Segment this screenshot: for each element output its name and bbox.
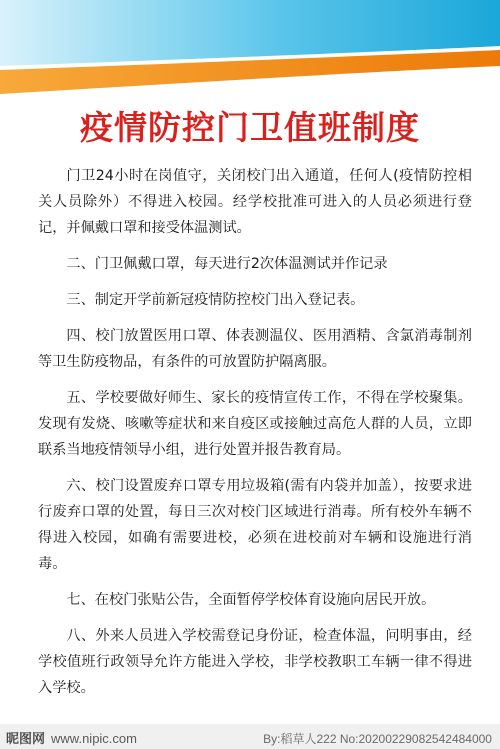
paragraph-2: 二、门卫佩戴口罩，每天进行2次体温测试并作记录 xyxy=(66,256,388,272)
page-title: 疫情防控门卫值班制度 xyxy=(80,108,420,147)
paragraph-7: 七、在校门张贴公告，全面暂停学校体育设施向居民开放。 xyxy=(66,592,436,608)
regulation-body xyxy=(38,163,472,711)
header-swoosh-decoration xyxy=(0,0,500,100)
watermark-credit: By:稻草人222 No:20200229082542484000 xyxy=(263,732,492,746)
paragraph-1: 门卫24小时在岗值守，关闭校门出入通道，任何人(疫情防控相关人员除外）不得进入校园。经学校批准可进入的人员必须进行登记，并佩戴口罩和接受体温测试。 xyxy=(38,168,472,236)
paragraph-8: 八、外来人员进入学校需登记身份证，检查体温，问明事由，经学校值班行政领导允许方能进入学校，非学校教职工车辆一律不得进入学校。 xyxy=(38,628,472,696)
watermark-url: www.nipic.com xyxy=(51,731,137,746)
watermark-left xyxy=(6,728,137,747)
watermark-logo: 昵图网 xyxy=(6,731,46,746)
paragraph-6: 六、校门设置废弃口罩专用垃圾箱(需有内袋并加盖），按要求进行废弃口罩的处置，每日三次对校门区域进行消毒。所有校外车辆不得进入校园，如确有需要进校，必须在进校前对车辆和设施进行消毒。 xyxy=(38,478,472,572)
paragraph-3: 三、制定开学前新冠疫情防控校门出入登记表。 xyxy=(66,292,365,308)
paragraph-4: 四、校门放置医用口罩、体表测温仪、医用酒精、含氯消毒制剂等卫生防疫物品，有条件的可放置防护隔离服。 xyxy=(38,328,472,370)
paragraph-5: 五、学校要做好师生、家长的疫情宣传工作，不得在学校聚集。发现有发烧、咳嗽等症状和来自疫区或接触过高危人群的人员，立即联系当地疫情领导小组，进行处置并报告教育局。 xyxy=(38,390,472,458)
